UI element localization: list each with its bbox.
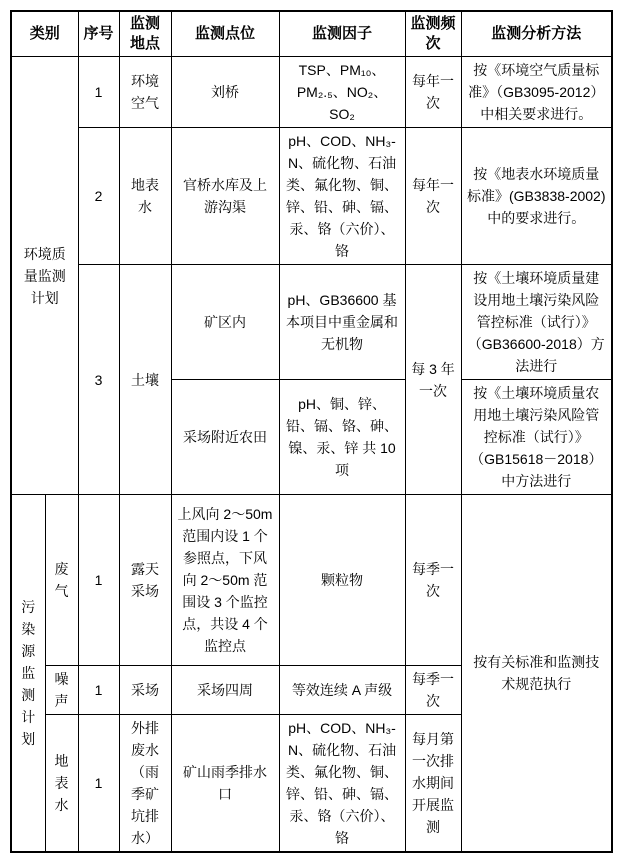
cell-type: 噪声 bbox=[45, 666, 78, 715]
cell-factor: pH、COD、NH₃-N、硫化物、石油类、氟化物、铜、锌、铅、砷、镉、汞、铬（六价）、铬 bbox=[279, 715, 405, 853]
cell-method: 按《土壤环境质量建设用地土壤污染风险管控标准（试行）》（GB36600-2018）方法进行 bbox=[461, 265, 612, 380]
table-row-waste-gas bbox=[11, 495, 612, 666]
cell-serial: 1 bbox=[78, 715, 119, 853]
table-row-air bbox=[11, 57, 612, 128]
cell-point: 采场附近农田 bbox=[171, 380, 279, 495]
col-header-factor: 监测因子 bbox=[279, 11, 405, 57]
cell-point: 上风向 2～50m 范围内设 1 个参照点，下风向 2～50m 范围设 3 个监控点，共设 4 个监控点 bbox=[171, 495, 279, 666]
col-header-serial: 序号 bbox=[78, 11, 119, 57]
cell-serial: 1 bbox=[78, 666, 119, 715]
cell-frequency: 每年一次 bbox=[405, 128, 461, 265]
col-header-category: 类别 bbox=[11, 11, 78, 57]
col-header-location: 监测地点 bbox=[119, 11, 171, 57]
cell-serial: 3 bbox=[78, 265, 119, 495]
category-env-quality: 环境质量监测计划 bbox=[11, 57, 78, 495]
cell-type: 地表水 bbox=[45, 715, 78, 853]
cell-location: 土壤 bbox=[119, 265, 171, 495]
cell-point: 官桥水库及上游沟渠 bbox=[171, 128, 279, 265]
cell-serial: 2 bbox=[78, 128, 119, 265]
cell-point: 矿山雨季排水口 bbox=[171, 715, 279, 853]
cell-factor: pH、GB36600 基本项目中重金属和无机物 bbox=[279, 265, 405, 380]
cell-location: 外排废水（雨季矿坑排水） bbox=[119, 715, 171, 853]
cell-serial: 1 bbox=[78, 495, 119, 666]
col-header-frequency: 监测频次 bbox=[405, 11, 461, 57]
cell-point: 采场四周 bbox=[171, 666, 279, 715]
cell-factor: TSP、PM₁₀、PM₂.₅、NO₂、SO₂ bbox=[279, 57, 405, 128]
cell-location: 采场 bbox=[119, 666, 171, 715]
cell-method: 按有关标准和监测技术规范执行 bbox=[461, 495, 612, 853]
cell-frequency: 每月第一次排水期间开展监测 bbox=[405, 715, 461, 853]
cell-serial: 1 bbox=[78, 57, 119, 128]
col-header-method: 监测分析方法 bbox=[461, 11, 612, 57]
cell-frequency: 每 3 年一次 bbox=[405, 265, 461, 495]
cell-frequency: 每季一次 bbox=[405, 666, 461, 715]
cell-method: 按《环境空气质量标准》（GB3095-2012）中相关要求进行。 bbox=[461, 57, 612, 128]
cell-frequency: 每年一次 bbox=[405, 57, 461, 128]
monitoring-plan-table bbox=[10, 10, 613, 853]
cell-location: 露天采场 bbox=[119, 495, 171, 666]
table-row-surface-water bbox=[11, 128, 612, 265]
col-header-point: 监测点位 bbox=[171, 11, 279, 57]
cell-method: 按《土壤环境质量农用地土壤污染风险管控标准（试行）》（GB15618－2018）中方法进行 bbox=[461, 380, 612, 495]
cell-point: 矿区内 bbox=[171, 265, 279, 380]
cell-method: 按《地表水环境质量标准》(GB3838-2002)中的要求进行。 bbox=[461, 128, 612, 265]
cell-type: 废气 bbox=[45, 495, 78, 666]
cell-frequency: 每季一次 bbox=[405, 495, 461, 666]
table-row-soil-mine bbox=[11, 265, 612, 380]
cell-factor: 颗粒物 bbox=[279, 495, 405, 666]
cell-factor: 等效连续 A 声级 bbox=[279, 666, 405, 715]
cell-location: 地表水 bbox=[119, 128, 171, 265]
header-row bbox=[11, 11, 612, 57]
cell-factor: pH、COD、NH₃-N、硫化物、石油类、氟化物、铜、锌、铅、砷、镉、汞、铬（六价）、铬 bbox=[279, 128, 405, 265]
cell-location: 环境空气 bbox=[119, 57, 171, 128]
cell-factor: pH、铜、锌、铅、镉、铬、砷、镍、汞、锌 共 10 项 bbox=[279, 380, 405, 495]
cell-point: 刘桥 bbox=[171, 57, 279, 128]
category-pollution-source: 污染源监测计划 bbox=[11, 495, 45, 853]
